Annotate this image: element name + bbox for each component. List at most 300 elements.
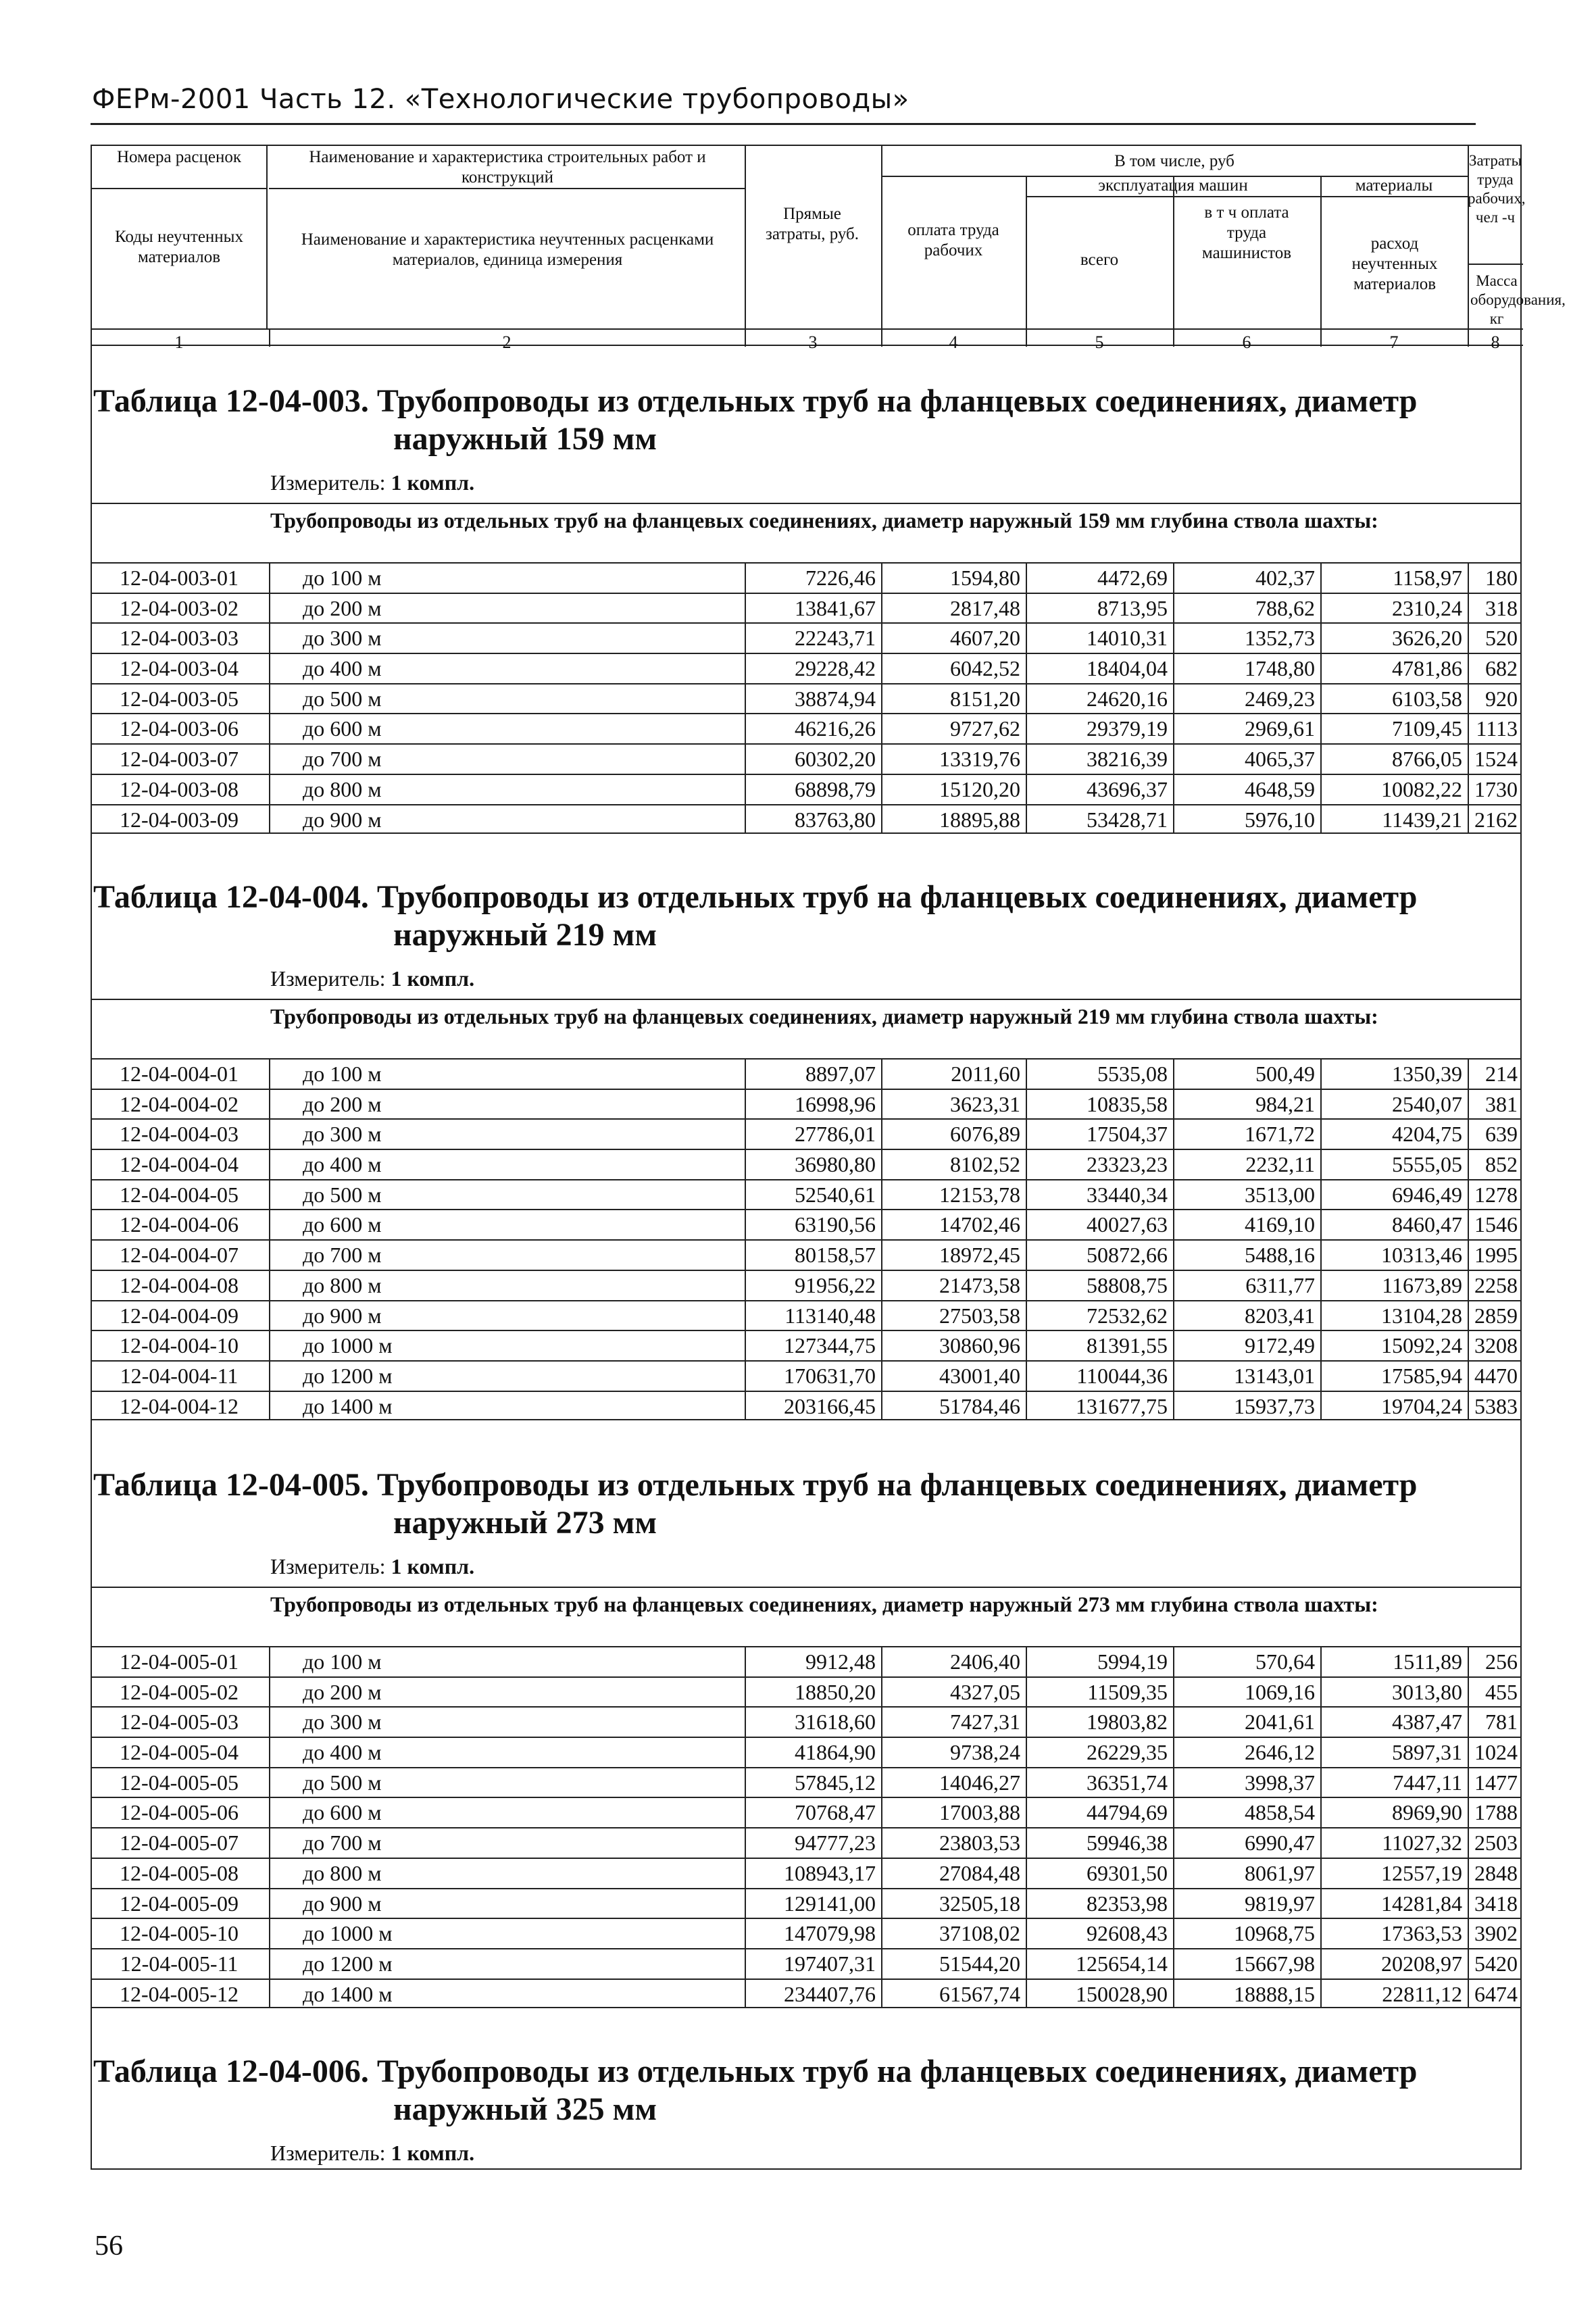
labor-pay-cell: 6042,52 xyxy=(950,656,1020,681)
cell-divider xyxy=(881,1362,882,1391)
cell-divider xyxy=(1468,1362,1469,1391)
cell-divider xyxy=(1320,1798,1322,1827)
machines-total-cell: 53428,71 xyxy=(1087,807,1168,832)
machinist-pay-cell: 2041,61 xyxy=(1245,1710,1315,1735)
labor-pay-cell: 4327,05 xyxy=(950,1679,1020,1704)
materials-cell: 13104,28 xyxy=(1381,1303,1462,1328)
labor-hours-cell: 852 xyxy=(1485,1152,1518,1177)
col-number: 8 xyxy=(1491,332,1500,352)
machinist-pay-cell: 2232,11 xyxy=(1245,1152,1315,1177)
cell-divider xyxy=(1026,1889,1027,1918)
rate-code-cell: 12-04-005-06 xyxy=(120,1800,239,1825)
labor-pay-cell: 18895,88 xyxy=(939,807,1020,832)
cell-divider xyxy=(881,1919,882,1948)
machinist-pay-cell: 8203,41 xyxy=(1245,1303,1315,1328)
cell-divider xyxy=(1320,654,1322,683)
machinist-pay-cell: 9172,49 xyxy=(1245,1333,1315,1358)
cell-divider xyxy=(1320,1708,1322,1737)
col-number: 2 xyxy=(502,332,512,352)
labor-pay-cell: 1594,80 xyxy=(950,566,1020,590)
materials-label: материалы xyxy=(1355,176,1433,195)
machinist-pay-cell: 18888,15 xyxy=(1234,1981,1315,2006)
machinist-pay-cell: 5976,10 xyxy=(1245,807,1315,832)
labor-pay-cell: 14702,46 xyxy=(939,1212,1020,1237)
table-row xyxy=(92,1888,1520,1918)
work-name-cell: до 600 м xyxy=(303,1212,382,1237)
work-name-cell: до 1200 м xyxy=(303,1951,393,1976)
labor-pay-cell: 21473,58 xyxy=(939,1272,1020,1297)
cell-divider xyxy=(1026,1708,1027,1737)
machinist-pay-cell: 3998,37 xyxy=(1245,1770,1315,1795)
labor-hours-cell: 639 xyxy=(1485,1122,1518,1147)
cell-divider xyxy=(881,1150,882,1179)
cell-divider xyxy=(1320,684,1322,714)
machines-total-cell: 72532,62 xyxy=(1087,1303,1168,1328)
cell-divider xyxy=(881,775,882,804)
machines-total-cell: 36351,74 xyxy=(1087,1770,1168,1795)
cell-divider xyxy=(1026,1150,1027,1179)
machinist-pay-cell: 1671,72 xyxy=(1245,1122,1315,1147)
labor-hours-cell: 1995 xyxy=(1474,1243,1518,1268)
rate-code-cell: 12-04-004-09 xyxy=(120,1303,239,1328)
direct-cost-cell: 147079,98 xyxy=(784,1921,876,1946)
machinist-pay-cell: 2469,23 xyxy=(1245,686,1315,711)
cell-divider xyxy=(1026,684,1027,714)
direct-cost-cell: 57845,12 xyxy=(795,1770,876,1795)
table-rows xyxy=(92,1646,1520,2008)
work-name-cell: до 600 м xyxy=(303,1800,382,1825)
meter-value: 1 компл. xyxy=(391,470,475,495)
cell-divider xyxy=(1026,1678,1027,1707)
materials-cell: 1511,89 xyxy=(1393,1649,1462,1674)
work-name-cell: до 900 м xyxy=(303,1891,382,1916)
cell-divider xyxy=(881,1120,882,1149)
cell-divider xyxy=(1173,1949,1174,1978)
machines-total-cell: 40027,63 xyxy=(1087,1212,1168,1237)
subtable-header xyxy=(92,503,1520,564)
machines-total-cell: 33440,34 xyxy=(1087,1182,1168,1207)
machinist-pay-cell: 15937,73 xyxy=(1234,1393,1315,1418)
cell-divider xyxy=(881,654,882,683)
labor-pay-cell: 6076,89 xyxy=(950,1122,1020,1147)
cell-divider xyxy=(881,1301,882,1330)
labor-hours-cell: 2258 xyxy=(1474,1272,1518,1297)
direct-cost-cell: 27786,01 xyxy=(795,1122,876,1147)
cell-divider xyxy=(1026,1980,1027,2008)
materials-cell: 6946,49 xyxy=(1392,1182,1462,1207)
rate-code-cell: 12-04-003-04 xyxy=(120,656,239,681)
row-divider xyxy=(269,188,745,189)
cell-divider xyxy=(1026,1738,1027,1767)
cell-divider xyxy=(1468,1949,1469,1978)
cell-divider xyxy=(881,1949,882,1978)
cell-divider xyxy=(1320,1889,1322,1918)
materials-cell: 14281,84 xyxy=(1381,1891,1462,1916)
materials-cell: 4387,47 xyxy=(1392,1710,1462,1735)
cell-divider xyxy=(881,1060,882,1089)
rate-code-cell: 12-04-003-08 xyxy=(120,776,239,801)
cell-divider xyxy=(1026,1241,1027,1270)
machinist-pay-cell: 984,21 xyxy=(1255,1091,1315,1116)
cell-divider xyxy=(1468,1331,1469,1360)
cell-divider xyxy=(1026,1120,1027,1149)
machines-label: эксплуатация машин xyxy=(1098,176,1248,195)
work-name-cell: до 400 м xyxy=(303,1152,382,1177)
cell-divider xyxy=(881,1980,882,2008)
cell-divider xyxy=(1173,1180,1174,1210)
table-title xyxy=(93,2053,1418,2127)
machinist-pay-cell: 9819,97 xyxy=(1245,1891,1315,1916)
direct-cost-cell: 31618,60 xyxy=(795,1710,876,1735)
cell-divider xyxy=(1320,1949,1322,1978)
labor-hours-cell: 381 xyxy=(1485,1091,1518,1116)
work-name-cell: до 700 м xyxy=(303,747,382,772)
cell-divider xyxy=(1173,1301,1174,1330)
work-name-cell: до 500 м xyxy=(303,1182,382,1207)
materials-cell: 11027,32 xyxy=(1382,1831,1462,1856)
meter-caption: Измеритель: xyxy=(270,966,386,991)
cell-divider xyxy=(1026,1798,1027,1827)
cell-divider xyxy=(1320,1180,1322,1210)
materials-cell: 19704,24 xyxy=(1381,1393,1462,1418)
direct-cost-cell: 13841,67 xyxy=(795,595,876,620)
cell-divider xyxy=(881,1678,882,1707)
table-rows xyxy=(92,562,1520,834)
rate-code-cell: 12-04-005-07 xyxy=(120,1831,239,1856)
machines-total-cell: 26229,35 xyxy=(1087,1740,1168,1765)
direct-cost-cell: 16998,96 xyxy=(795,1091,876,1116)
cell-divider xyxy=(1026,624,1027,653)
cell-divider xyxy=(1468,1828,1469,1858)
table-title xyxy=(93,878,1418,953)
machines-total-cell: 131677,75 xyxy=(1076,1393,1168,1418)
table-row xyxy=(92,622,1520,653)
cell-divider xyxy=(1320,564,1322,593)
direct-cost-cell: 7226,46 xyxy=(805,566,876,590)
labor-hours-cell: 5383 xyxy=(1474,1393,1518,1418)
cell-divider xyxy=(1173,1828,1174,1858)
cell-divider xyxy=(1320,1392,1322,1420)
work-name-cell: до 500 м xyxy=(303,1770,382,1795)
cell-divider xyxy=(1026,1828,1027,1858)
work-name-cell: до 1400 м xyxy=(303,1393,393,1418)
table-row xyxy=(92,804,1520,835)
meter-label xyxy=(270,2141,474,2166)
cell-divider xyxy=(1173,1889,1174,1918)
group-label: В том числе, руб xyxy=(1114,152,1235,170)
machinist-pay-cell: 15667,98 xyxy=(1234,1951,1315,1976)
materials-cell: 17585,94 xyxy=(1381,1363,1462,1388)
cell-divider xyxy=(1026,1859,1027,1888)
table-title-line2: наружный 273 мм xyxy=(393,1505,657,1541)
cell-divider xyxy=(1026,1301,1027,1330)
materials-cell: 22811,12 xyxy=(1382,1981,1462,2006)
cell-divider xyxy=(1026,714,1027,743)
labor-pay-cell: 2406,40 xyxy=(950,1649,1020,1674)
materials-cell: 20208,97 xyxy=(1381,1951,1462,1976)
cell-divider xyxy=(1173,624,1174,653)
machinist-pay-cell: 500,49 xyxy=(1255,1062,1315,1086)
labor-pay-cell: 17003,88 xyxy=(939,1800,1020,1825)
materials-cell: 3013,80 xyxy=(1392,1679,1462,1704)
cell-divider xyxy=(1173,1392,1174,1420)
cell-divider xyxy=(1320,714,1322,743)
rate-code-cell: 12-04-004-12 xyxy=(120,1393,239,1418)
cell-divider xyxy=(1026,775,1027,804)
labor-hours-cell: 682 xyxy=(1485,656,1518,681)
machines-total-cell: 8713,95 xyxy=(1097,595,1168,620)
labor-hours-cell: 3208 xyxy=(1474,1333,1518,1358)
table-title-line1: Таблица 12-04-006. Трубопроводы из отдельных труб на фланцевых соединениях, диаметр xyxy=(93,2053,1418,2089)
work-name-cell: до 400 м xyxy=(303,1740,382,1765)
rate-code-cell: 12-04-005-08 xyxy=(120,1860,239,1885)
cell-divider xyxy=(1173,654,1174,683)
labor-pay-cell: 30860,96 xyxy=(939,1333,1020,1358)
rate-code-cell: 12-04-004-11 xyxy=(120,1363,239,1388)
col1-bottom-label: Коды неучтенных материалов xyxy=(115,228,243,266)
cell-divider xyxy=(1026,1647,1027,1676)
col8-top-label: Затраты труда рабочих, чел -ч xyxy=(1468,152,1526,226)
rate-code-cell: 12-04-004-01 xyxy=(120,1062,239,1086)
direct-cost-cell: 234407,76 xyxy=(784,1981,876,2006)
cell-divider xyxy=(881,1798,882,1827)
cell-divider xyxy=(1320,1090,1322,1119)
labor-pay-cell: 15120,20 xyxy=(939,776,1020,801)
machines-total-cell: 82353,98 xyxy=(1087,1891,1168,1916)
table-row xyxy=(92,1300,1520,1330)
labor-pay-cell: 27503,58 xyxy=(939,1303,1020,1328)
labor-hours-cell: 920 xyxy=(1485,686,1518,711)
direct-cost-cell: 113140,48 xyxy=(784,1303,876,1328)
cell-divider xyxy=(881,1708,882,1737)
rate-code-cell: 12-04-003-06 xyxy=(120,716,239,741)
cell-divider xyxy=(1468,1708,1469,1737)
cell-divider xyxy=(881,1090,882,1119)
machines-total-cell: 5535,08 xyxy=(1097,1062,1168,1086)
cell-divider xyxy=(1468,1859,1469,1888)
materials-cell: 12557,19 xyxy=(1381,1860,1462,1885)
cell-divider xyxy=(1468,1647,1469,1676)
cell-divider xyxy=(1173,775,1174,804)
machines-total-cell: 24620,16 xyxy=(1087,686,1168,711)
table-title-line2: наружный 325 мм xyxy=(393,2091,657,2127)
cell-divider xyxy=(1173,564,1174,593)
cell-divider xyxy=(881,714,882,743)
cell-divider xyxy=(881,594,882,623)
labor-pay-cell: 43001,40 xyxy=(939,1363,1020,1388)
table-row xyxy=(92,1179,1520,1210)
cell-divider xyxy=(1320,1647,1322,1676)
cell-divider xyxy=(1026,1060,1027,1089)
cell-divider xyxy=(1173,1980,1174,2008)
machines-total-cell: 81391,55 xyxy=(1087,1333,1168,1358)
cell-divider xyxy=(881,1859,882,1888)
labor-pay-cell: 8102,52 xyxy=(950,1152,1020,1177)
materials-cell: 8766,05 xyxy=(1392,747,1462,772)
cell-divider xyxy=(1468,1271,1469,1300)
materials-cell: 5897,31 xyxy=(1392,1740,1462,1765)
labor-pay-cell: 13319,76 xyxy=(939,747,1020,772)
machinist-pay-cell: 13143,01 xyxy=(1234,1363,1315,1388)
labor-hours-cell: 1524 xyxy=(1474,747,1518,772)
labor-hours-cell: 256 xyxy=(1485,1649,1518,1674)
rate-code-cell: 12-04-005-03 xyxy=(120,1710,239,1735)
col8-bottom-label: Масса оборудования, кг xyxy=(1470,272,1566,327)
table-row xyxy=(92,1737,1520,1767)
rate-code-cell: 12-04-005-02 xyxy=(120,1679,239,1704)
cell-divider xyxy=(1026,594,1027,623)
machines-total-cell: 69301,50 xyxy=(1087,1860,1168,1885)
cell-divider xyxy=(1026,1392,1027,1420)
table-row xyxy=(92,1391,1520,1421)
cell-divider xyxy=(1320,1060,1322,1089)
cell-divider xyxy=(1320,1362,1322,1391)
direct-cost-cell: 46216,26 xyxy=(795,716,876,741)
cell-divider xyxy=(881,1889,882,1918)
materials-cell: 2540,07 xyxy=(1392,1091,1462,1116)
labor-hours-cell: 3902 xyxy=(1474,1921,1518,1946)
rate-code-cell: 12-04-004-10 xyxy=(120,1333,239,1358)
cell-divider xyxy=(1320,1738,1322,1767)
cell-divider xyxy=(1026,1180,1027,1210)
cell-divider xyxy=(1468,1889,1469,1918)
labor-pay-cell: 9727,62 xyxy=(950,716,1020,741)
cell-divider xyxy=(1320,1120,1322,1149)
meter-label xyxy=(270,1554,474,1579)
table-row xyxy=(92,1918,1520,1948)
cell-divider xyxy=(881,1647,882,1676)
row-divider xyxy=(1468,264,1523,265)
col-number: 5 xyxy=(1095,332,1104,352)
direct-cost-cell: 41864,90 xyxy=(795,1740,876,1765)
rate-code-cell: 12-04-005-05 xyxy=(120,1770,239,1795)
table-row xyxy=(92,1239,1520,1270)
cell-divider xyxy=(1173,1241,1174,1270)
cell-divider xyxy=(881,1210,882,1239)
rate-code-cell: 12-04-004-06 xyxy=(120,1212,239,1237)
machinist-pay-cell: 788,62 xyxy=(1255,595,1315,620)
cell-divider xyxy=(1468,1180,1469,1210)
rate-code-cell: 12-04-003-03 xyxy=(120,626,239,651)
cell-divider xyxy=(1173,745,1174,774)
machines-total-cell: 18404,04 xyxy=(1087,656,1168,681)
cell-divider xyxy=(1468,684,1469,714)
machinist-pay-cell: 6311,77 xyxy=(1245,1272,1315,1297)
machinist-pay-cell: 4065,37 xyxy=(1245,747,1315,772)
machines-total-cell: 10835,58 xyxy=(1087,1091,1168,1116)
rate-code-cell: 12-04-004-02 xyxy=(120,1091,239,1116)
cell-divider xyxy=(1026,1768,1027,1797)
cell-divider xyxy=(1173,1768,1174,1797)
row-divider xyxy=(92,328,1523,330)
cell-divider xyxy=(881,1271,882,1300)
direct-cost-cell: 22243,71 xyxy=(795,626,876,651)
rate-code-cell: 12-04-004-07 xyxy=(120,1243,239,1268)
labor-hours-cell: 3418 xyxy=(1474,1891,1518,1916)
direct-cost-cell: 36980,80 xyxy=(795,1152,876,1177)
cell-divider xyxy=(881,745,882,774)
cell-divider xyxy=(1468,1120,1469,1149)
direct-cost-cell: 9912,48 xyxy=(805,1649,876,1674)
rate-code-cell: 12-04-003-02 xyxy=(120,595,239,620)
cell-divider xyxy=(1468,1392,1469,1420)
labor-hours-cell: 1278 xyxy=(1474,1182,1518,1207)
labor-hours-cell: 1730 xyxy=(1474,776,1518,801)
col-divider xyxy=(266,146,268,328)
labor-pay-cell: 2011,60 xyxy=(951,1062,1020,1086)
labor-pay-cell: 2817,48 xyxy=(950,595,1020,620)
table-title xyxy=(93,1466,1418,1541)
col-number: 4 xyxy=(949,332,958,352)
direct-cost-cell: 68898,79 xyxy=(795,776,876,801)
materials-cell: 2310,24 xyxy=(1392,595,1462,620)
work-name-cell: до 200 м xyxy=(303,1091,382,1116)
cell-divider xyxy=(881,1392,882,1420)
cell-divider xyxy=(1026,564,1027,593)
cell-divider xyxy=(1173,1150,1174,1179)
machines-total-cell: 17504,37 xyxy=(1087,1122,1168,1147)
machines-total-cell: 44794,69 xyxy=(1087,1800,1168,1825)
cell-divider xyxy=(1320,1241,1322,1270)
rate-code-cell: 12-04-003-05 xyxy=(120,686,239,711)
cell-divider xyxy=(1173,1678,1174,1707)
cell-divider xyxy=(1173,1798,1174,1827)
materials-cell: 7109,45 xyxy=(1392,716,1462,741)
work-name-cell: до 800 м xyxy=(303,1272,382,1297)
materials-cell: 15092,24 xyxy=(1381,1333,1462,1358)
work-name-cell: до 400 м xyxy=(303,656,382,681)
machines-total-cell: 92608,43 xyxy=(1087,1921,1168,1946)
table-row xyxy=(92,1676,1520,1707)
meter-label xyxy=(270,966,474,991)
cell-divider xyxy=(1320,594,1322,623)
table-row xyxy=(92,1646,1520,1676)
machinist-pay-cell: 8061,97 xyxy=(1245,1860,1315,1885)
col-divider xyxy=(1320,176,1322,347)
table-row xyxy=(92,1118,1520,1149)
work-name-cell: до 300 м xyxy=(303,626,382,651)
cell-divider xyxy=(1468,1768,1469,1797)
machines-total-cell: 38216,39 xyxy=(1087,747,1168,772)
cell-divider xyxy=(1320,1980,1322,2008)
cell-divider xyxy=(1468,775,1469,804)
cell-divider xyxy=(1468,805,1469,833)
table-title-line2: наружный 219 мм xyxy=(393,917,657,953)
cell-divider xyxy=(1468,1090,1469,1119)
table-row xyxy=(92,1827,1520,1858)
cell-divider xyxy=(1173,805,1174,833)
machines-total-cell: 11509,35 xyxy=(1087,1679,1168,1704)
machinist-pay-cell: 1748,80 xyxy=(1245,656,1315,681)
col4-label: оплата труда рабочих xyxy=(907,221,999,259)
cell-divider xyxy=(1026,1949,1027,1978)
col-divider xyxy=(1173,176,1174,347)
header-rule xyxy=(91,123,1476,125)
direct-cost-cell: 52540,61 xyxy=(795,1182,876,1207)
labor-pay-cell: 32505,18 xyxy=(939,1891,1020,1916)
labor-hours-cell: 1113 xyxy=(1476,716,1518,741)
labor-hours-cell: 2162 xyxy=(1474,807,1518,832)
table-row xyxy=(92,1089,1520,1119)
direct-cost-cell: 80158,57 xyxy=(795,1243,876,1268)
labor-pay-cell: 51784,46 xyxy=(939,1393,1020,1418)
cell-divider xyxy=(1173,1919,1174,1948)
direct-cost-cell: 60302,20 xyxy=(795,747,876,772)
running-header: ФЕРм-2001 Часть 12. «Технологические трубопроводы» xyxy=(92,84,909,115)
machines-total-cell: 59946,38 xyxy=(1087,1831,1168,1856)
table-rows xyxy=(92,1058,1520,1420)
cell-divider xyxy=(1468,1241,1469,1270)
